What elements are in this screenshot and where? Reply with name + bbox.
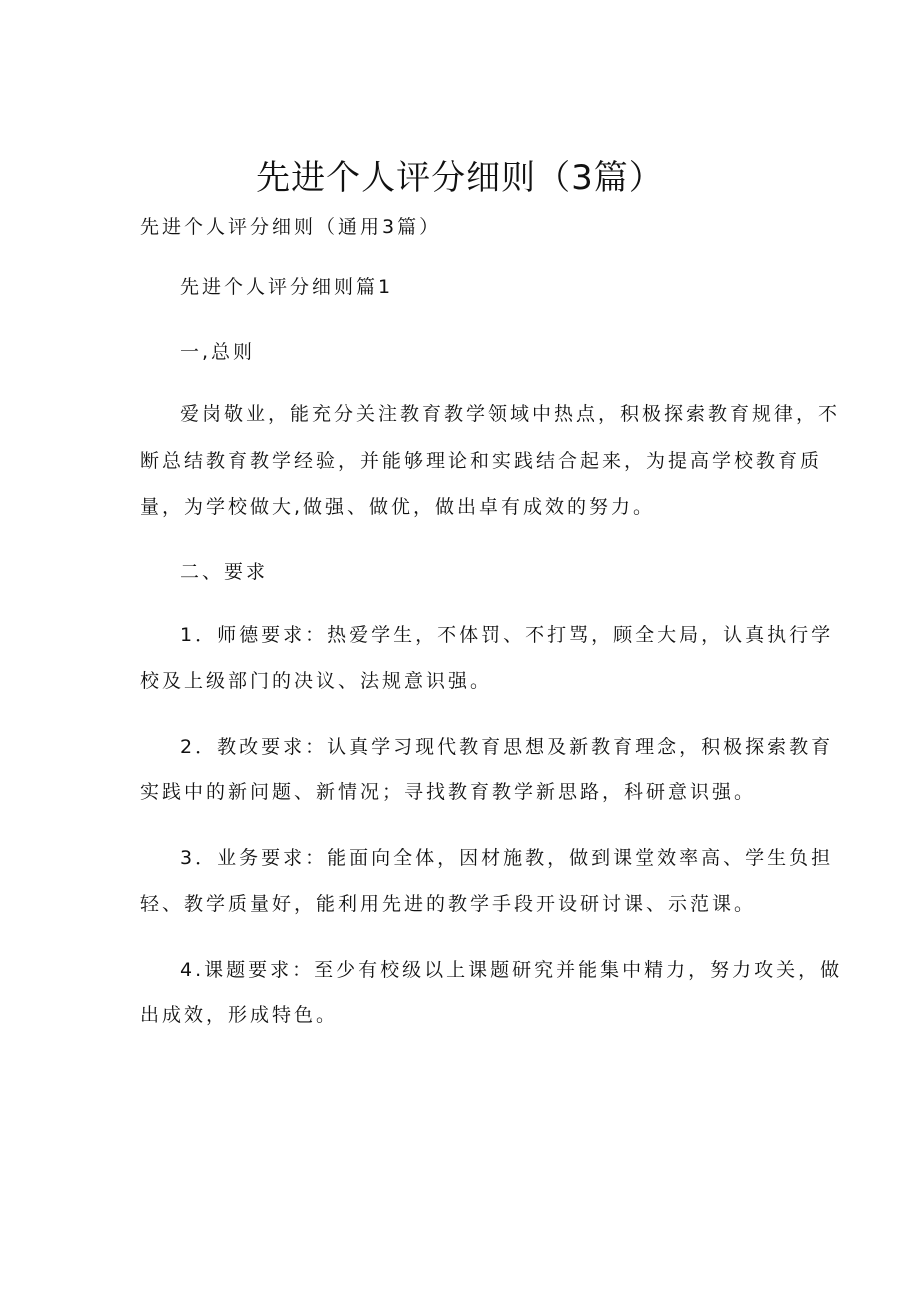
list-item-line: 3．业务要求：能面向全体，因材施教，做到课堂效率高、学生负担 <box>180 847 834 869</box>
paragraph-line: 量，为学校做大,做强、做优，做出卓有成效的努力。 <box>140 496 656 518</box>
list-item-line: 校及上级部门的决议、法规意识强。 <box>140 670 493 692</box>
section-heading: 先进个人评分细则篇1 <box>180 276 394 298</box>
document-title: 先进个人评分细则（3篇） <box>256 158 664 198</box>
list-item-line: 实践中的新问题、新情况；寻找教育教学新思路，科研意识强。 <box>140 781 757 803</box>
list-item-line: 4.课题要求：至少有校级以上课题研究并能集中精力，努力攻关，做 <box>180 959 843 981</box>
heading-general: 一,总则 <box>180 341 256 363</box>
list-item-line: 1．师德要求：热爱学生，不体罚、不打骂，顾全大局，认真执行学 <box>180 624 834 646</box>
paragraph-line: 爱岗敬业，能充分关注教育教学领域中热点，积极探索教育规律，不 <box>180 403 841 425</box>
document-subtitle: 先进个人评分细则（通用3篇） <box>140 216 442 238</box>
list-item-line: 2．教改要求：认真学习现代教育思想及新教育理念，积极探索教育 <box>180 736 834 758</box>
heading-requirements: 二、要求 <box>180 561 269 583</box>
list-item-line: 出成效，形成特色。 <box>140 1004 339 1026</box>
paragraph-line: 断总结教育教学经验，并能够理论和实践结合起来，为提高学校教育质 <box>140 450 823 472</box>
list-item-line: 轻、教学质量好，能利用先进的教学手段开设研讨课、示范课。 <box>140 893 757 915</box>
